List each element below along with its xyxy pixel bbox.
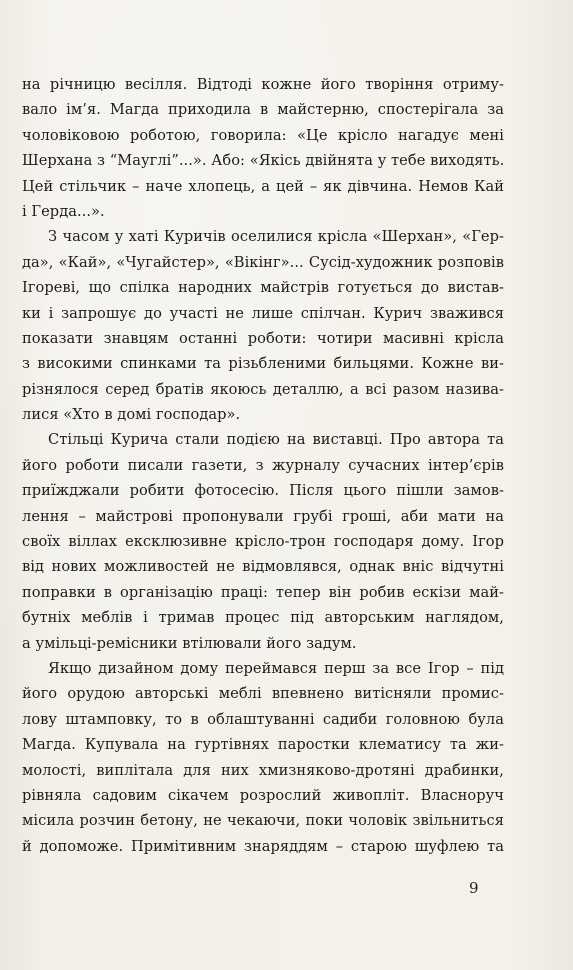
text-line: бутніх меблів і тримав процес під авторським наглядом, bbox=[22, 609, 504, 627]
text-line: від нових можливостей не відмовлявся, однак вніс відчутні bbox=[22, 558, 504, 576]
text-line: лення – майстрові пропонували грубі гроші, аби мати на bbox=[22, 507, 504, 525]
text-line: місила розчин бетону, не чекаючи, поки чоловік звільниться bbox=[22, 812, 504, 830]
text-line: й допоможе. Примітивним знаряддям – старою шуфлею та bbox=[22, 837, 504, 855]
text-line: вало ім’я. Магда приходила в майстерню, спостерігала за bbox=[22, 101, 504, 119]
text-line: Якщо дизайном дому переймався перш за все Ігор – під bbox=[48, 659, 504, 677]
text-line: Шерхана з “Мауглі”...». Або: «Якісь двійнята у тебе виходять. bbox=[22, 152, 505, 170]
text-line: його роботи писали газети, з журналу сучасних інтер’єрів bbox=[22, 456, 504, 474]
text-line: Цей стільчик – наче хлопець, а цей – як дівчина. Немов Кай bbox=[22, 177, 504, 195]
text-line: його орудою авторські меблі впевнено витісняли промис- bbox=[22, 685, 504, 703]
text-line: показати знавцям останні роботи: чотири масивні крісла bbox=[22, 329, 504, 347]
text-line: молості, виплітала для них хмизняково-дротяні драбинки, bbox=[22, 761, 504, 779]
text-line: і Герда...». bbox=[22, 202, 105, 220]
text-line: Магда. Купувала на гуртівнях паростки клематису та жи- bbox=[22, 736, 504, 754]
text-line: чоловіковою роботою, говорила: «Це крісло нагадує мені bbox=[22, 126, 504, 144]
text-line: да», «Кай», «Чугайстер», «Вікінг»... Сусід-художник розповів bbox=[22, 253, 504, 271]
page-number: 9 bbox=[469, 879, 479, 897]
text-line: Стільці Курича стали подією на виставці. Про автора та bbox=[48, 431, 504, 449]
text-line: з високими спинками та різьбленими бильцями. Кожне ви- bbox=[22, 355, 504, 373]
text-line: рівняла садовим сікачем розрослий живопліт. Власноруч bbox=[22, 786, 504, 804]
body-text bbox=[22, 72, 504, 859]
text-line: поправки в організацію праці: тепер він робив ескізи май- bbox=[22, 583, 504, 601]
text-line: ки і запрошує до участі не лише спілчан. Курич зважився bbox=[22, 304, 504, 322]
text-line: лися «Хто в домі господар». bbox=[22, 406, 241, 424]
text-line: Ігореві, що спілка народних майстрів готується до вистав- bbox=[22, 279, 504, 297]
text-line: приїжджали робити фотосесію. Після цього пішли замов- bbox=[22, 482, 504, 500]
text-line: а умільці-ремісники втілювали його задум. bbox=[22, 634, 357, 652]
text-line: лову штамповку, то в облаштуванні садиби головною була bbox=[22, 710, 504, 728]
text-line: З часом у хаті Куричів оселилися крісла «Шерхан», «Гер- bbox=[48, 228, 504, 246]
text-line: на річницю весілля. Відтоді кожне його творіння отриму- bbox=[22, 76, 504, 93]
text-line: своїх віллах ексклюзивне крісло-трон господаря дому. Ігор bbox=[22, 533, 504, 551]
text-line: різнялося серед братів якоюсь деталлю, а всі разом назива- bbox=[22, 380, 504, 398]
